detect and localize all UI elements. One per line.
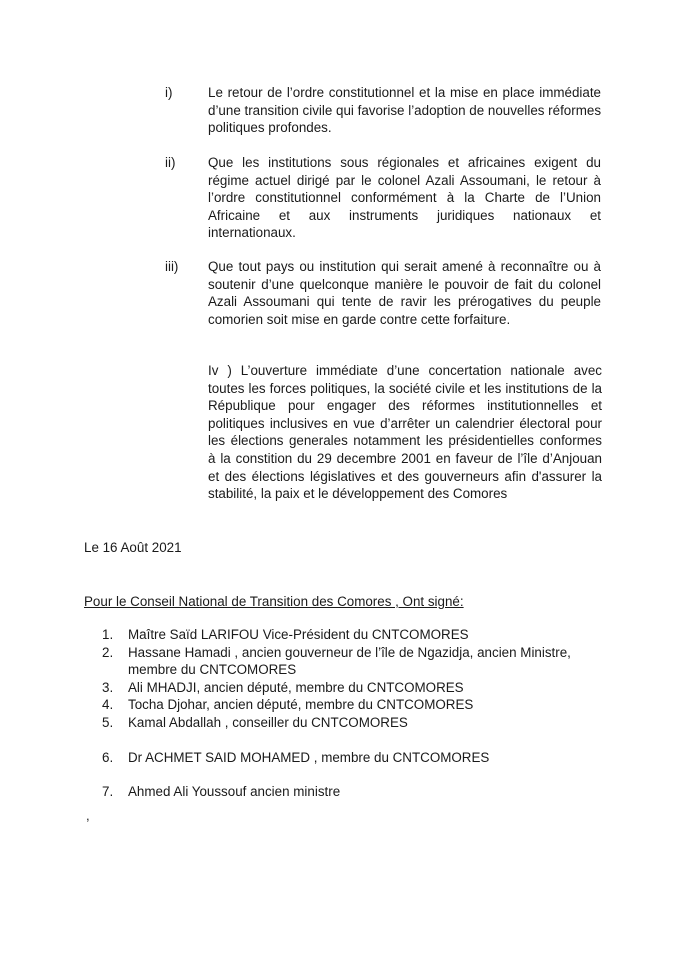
signer-item — [84, 783, 604, 801]
item-text: Que les institutions sous régionales et africaines exigent du régime actuel dirigé par le colonel Azali Assoumani, le retour à l’ordre constitutionnel conformément à la Charte de l’Union Africaine et aux instruments juridiques nationaux et internationaux. — [208, 155, 601, 241]
signer-number: 4. — [102, 697, 114, 713]
item-numeral: iii) — [165, 259, 179, 274]
item-numeral: i) — [165, 85, 173, 100]
signer-text: Dr ACHMET SAID MOHAMED , membre du CNTCOMORES — [128, 749, 490, 765]
document-date: Le 16 Août 2021 — [84, 540, 182, 555]
signer-text: Kamal Abdallah , conseiller du CNTCOMORES — [128, 714, 408, 730]
signers-list — [84, 626, 604, 801]
signer-item — [84, 696, 604, 714]
trailing-mark: , — [86, 808, 90, 823]
signer-text: Ahmed Ali Youssouf ancien ministre — [128, 784, 341, 800]
signer-text: Ali MHADJI, ancien député, membre du CNTCOMORES — [128, 679, 464, 695]
item-iv-text: Iv ) L’ouverture immédiate d’une concertation nationale avec toutes les forces politiques, la société civile et les institutions de la République pour engager des réformes institutionnelles et politiques inclusives en vue d’arrêter un calendrier électoral pour les élections generales notamment les présidentielles conformes à la constition du 29 decembre 2001 en faveur de l’île d’Anjouan et des élections législatives et des gouverneurs afin d'assurer la stabilité, la paix et le développement des Comores — [208, 363, 602, 502]
signer-number: 5. — [102, 714, 114, 730]
signer-text: Maître Saïd LARIFOU Vice-Président du CNTCOMORES — [128, 627, 469, 642]
council-signature-heading: Pour le Conseil National de Transition des Comores , Ont signé: — [84, 594, 464, 609]
item-text: Que tout pays ou institution qui serait amené à reconnaître ou à soutenir d’une quelconque manière le pouvoir de fait du colonel Azali Assoumani qui tente de ravir les prérogatives du peuple comorien soit mise en garde contre cette forfaiture. — [208, 259, 601, 327]
item-numeral: ii) — [165, 155, 176, 170]
signer-number: 2. — [102, 644, 114, 660]
signer-number: 3. — [102, 679, 114, 695]
item-text: Le retour de l’ordre constitutionnel et la mise en place immédiate d’une transition civile qui favorise l’adoption de nouvelles réformes politiques profondes. — [208, 85, 602, 136]
signer-item — [84, 749, 604, 767]
signer-text: Hassane Hamadi , ancien gouverneur de l’île de Ngazidja, ancien Ministre, membre du CNTCOMORES — [128, 644, 571, 678]
signer-item — [84, 679, 604, 697]
signer-number: 1. — [102, 627, 114, 642]
list-spacer — [84, 766, 604, 783]
signer-item — [84, 644, 604, 679]
signer-item — [84, 714, 604, 732]
signer-number: 6. — [102, 749, 114, 765]
list-spacer — [84, 732, 604, 749]
signer-item — [84, 626, 604, 644]
signer-text: Tocha Djohar, ancien député, membre du CNTCOMORES — [128, 697, 474, 713]
signer-number: 7. — [102, 784, 114, 800]
